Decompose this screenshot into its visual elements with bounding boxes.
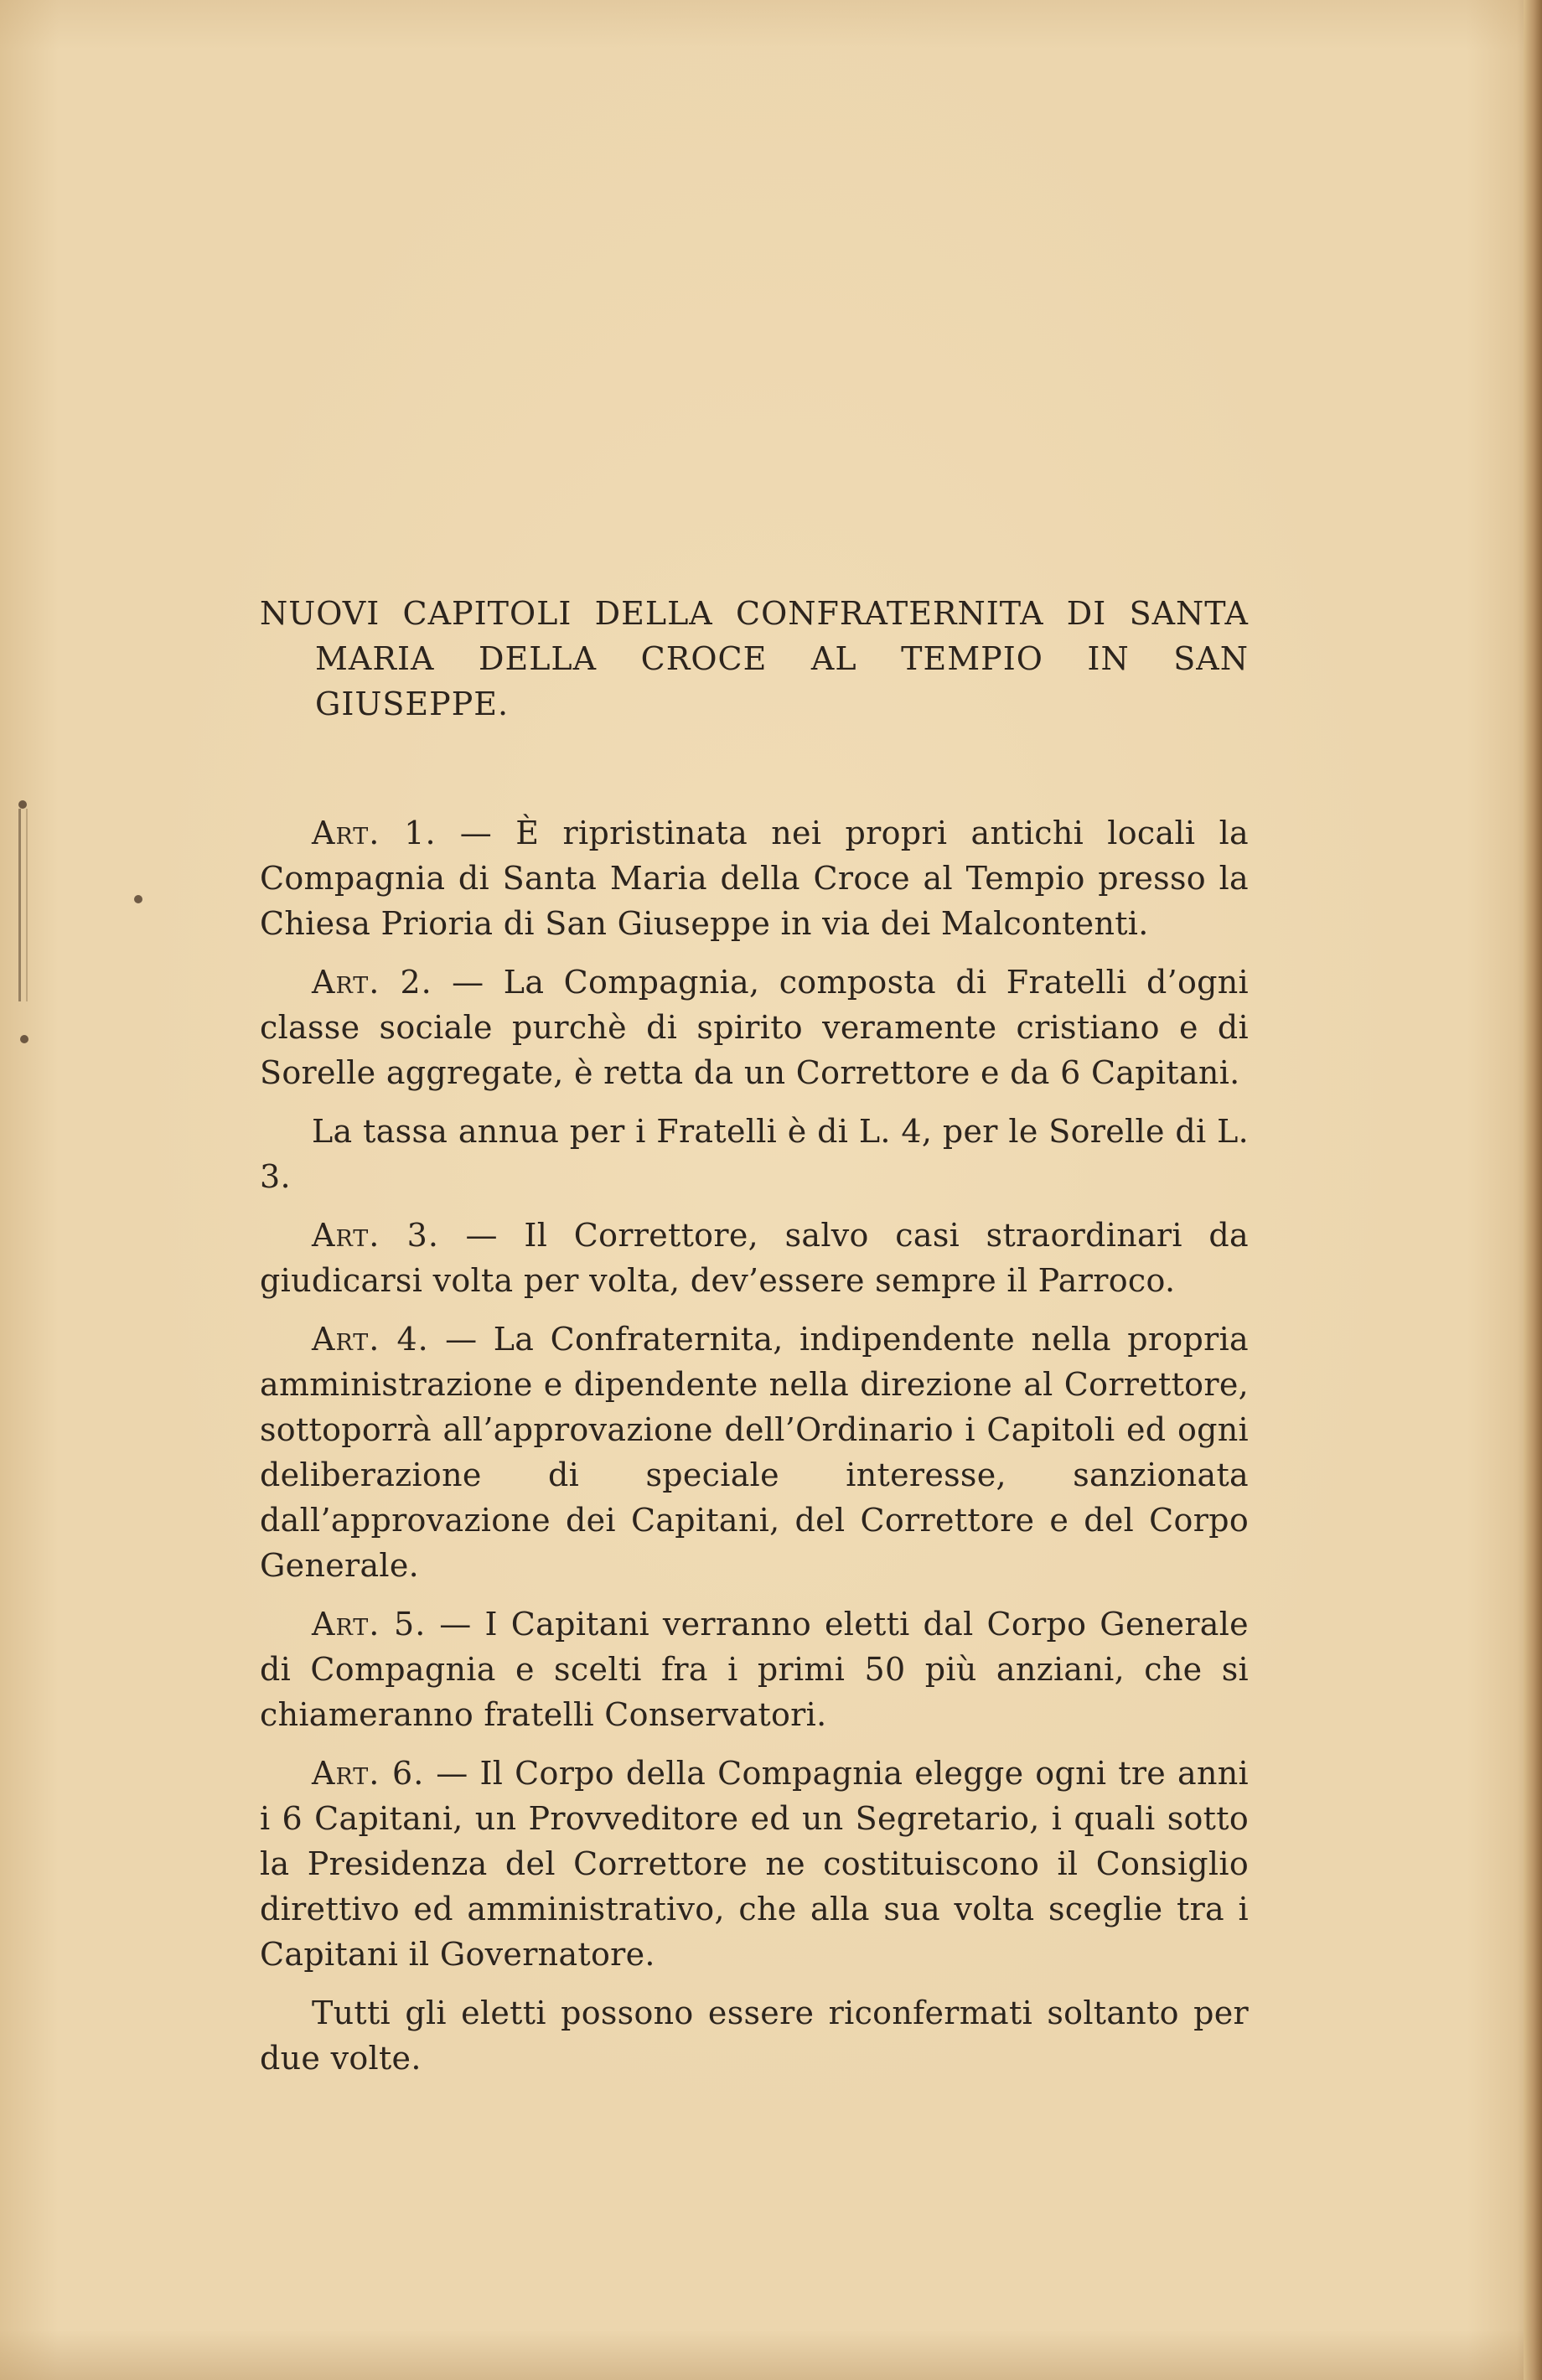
article-label: Art. 6. [312,1755,425,1792]
article-6-reconfirm-paragraph: Tutti gli eletti possono essere riconfermati soltanto per due volte. [260,1995,1249,2077]
page-edge-shadow [1524,0,1542,2380]
article-text: — I Capitani verranno eletti dal Corpo Generale di Compagnia e scelti fra i primi 50 più anziani, che si chiameranno fratelli Conservatori. [260,1606,1249,1733]
article-text: — La Compagnia, composta di Fratelli d’ogni classe sociale purchè di spirito veramente cristiano e di Sorelle aggregate, è retta da un Correttore e da 6 Capitani. [260,964,1249,1091]
article-text: — La Confraternita, indipendente nella propria amministrazione e dipendente nella direzione al Correttore, sottoporrà all’approvazione dell’Ordinario i Capitoli ed ogni deliberazione di speciale interesse, sanzionata dall’approvazione dei Capitani, del Correttore e del Corpo Generale. [260,1321,1249,1584]
article-6 [260,1751,1249,1977]
article-text: — È ripristinata nei propri antichi locali la Compagnia di Santa Maria della Croce al Tempio presso la Chiesa Prioria di San Giuseppe in via dei Malcontenti. [260,815,1249,942]
article-label: Art. 1. [312,815,437,851]
article-text: — Il Corpo della Compagnia elegge ogni tre anni i 6 Capitani, un Provveditore ed un Segretario, i quali sotto la Presidenza del Correttore ne costituiscono il Consiglio direttivo ed amministrativo, che alla sua volta sceglie tra i Capitani il Governatore. [260,1755,1249,1973]
document-body [260,591,1249,2094]
article-2-fee-paragraph: La tassa annua per i Fratelli è di L. 4, per le Sorelle di L. 3. [260,1113,1249,1195]
binding-hole [134,895,142,903]
binding-stitch-top [18,800,27,809]
article-2 [260,960,1249,1095]
binding-stitch-bottom [20,1035,28,1043]
article-label: Art. 4. [312,1321,429,1358]
article-label: Art. 2. [312,964,432,1001]
article-4 [260,1317,1249,1588]
article-text: — Il Correttore, salvo casi straordinari da giudicarsi volta per volta, dev’essere sempre il Parroco. [260,1217,1249,1299]
binding-thread [18,809,28,1001]
article-1 [260,810,1249,946]
article-3 [260,1213,1249,1303]
article-5 [260,1601,1249,1737]
article-label: Art. 3. [312,1217,439,1254]
article-label: Art. 5. [312,1606,427,1643]
document-title: NUOVI CAPITOLI DELLA CONFRATERNITA DI SANTA MARIA DELLA CROCE AL TEMPIO IN SAN GIUSEPPE. [260,595,1249,722]
